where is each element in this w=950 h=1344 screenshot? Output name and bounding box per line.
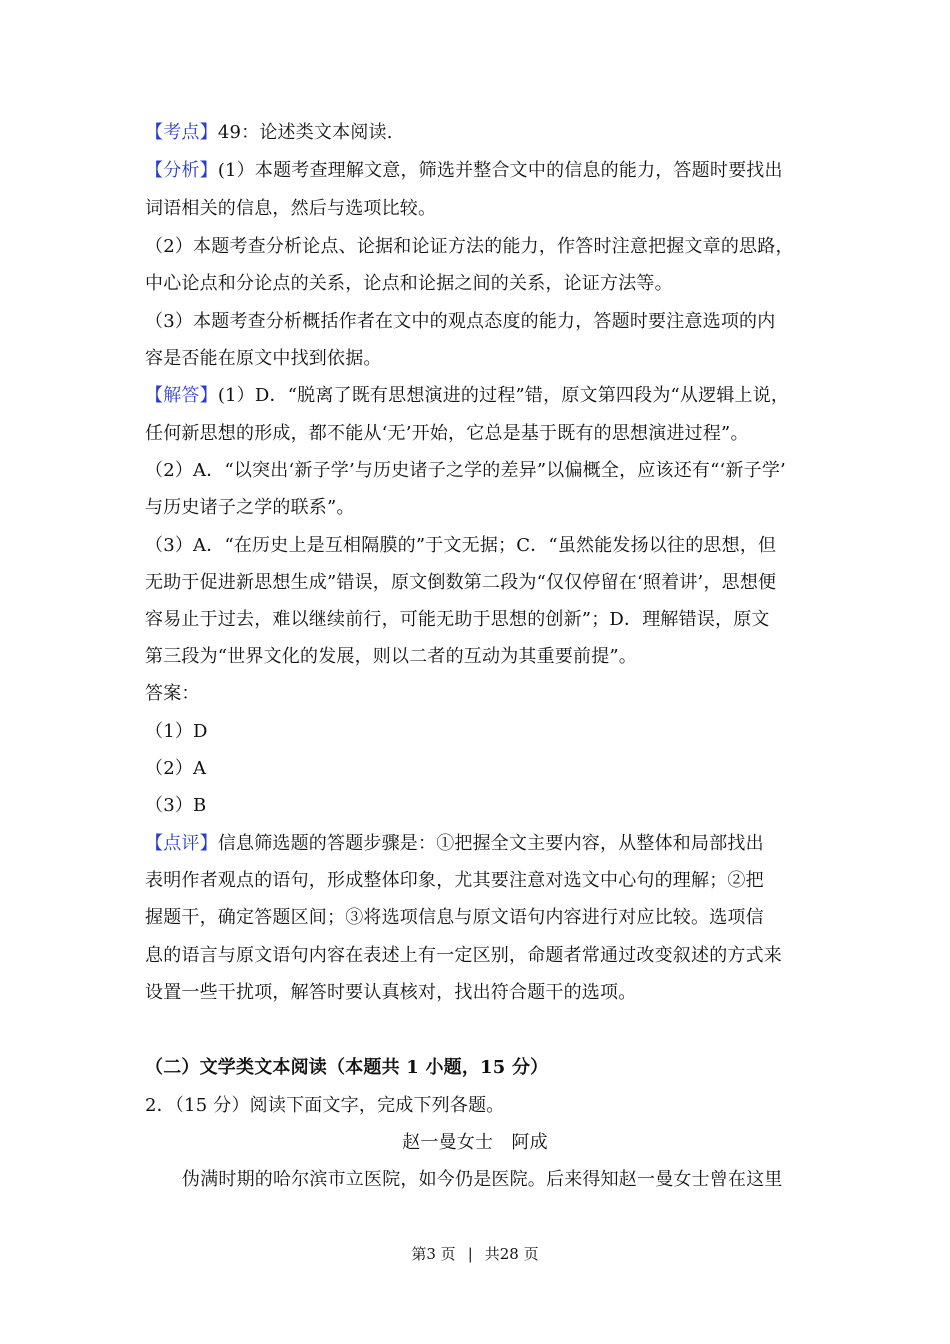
jieda-line-8: 第三段为“世界文化的发展，则以二者的互动为其重要前提”。 [145,646,638,667]
kaodian-text: 49：论述类文本阅读. [217,122,393,143]
fenxi-line-1 [145,159,783,183]
fenxi-tag: 【分析】 [145,160,218,181]
jieda-line-7: 容易止于过去，难以继续前行，可能无助于思想的创新”；D．理解错误，原文 [145,609,770,630]
jieda-line-4: 与历史诸子之学的联系”。 [145,497,355,518]
jieda-line-2: 任何新思想的形成，都不能从‘无’开始，它总是基于既有的思想演进过程”。 [145,423,749,444]
jieda-line-3: （2）A．“以突出‘新子学’与历史诸子之学的差异”以偏概全，应该还有“‘新子学’ [145,460,786,481]
page-number: 第3 页 [411,1245,456,1263]
dianping-line-4: 息的语言与原文语句内容在表述上有一定区别，命题者常通过改变叙述的方式来 [145,945,782,966]
fenxi-line-4: 中心论点和分论点的关系，论点和论据之间的关系，论证方法等。 [145,273,673,294]
fenxi-line-2: 词语相关的信息，然后与选项比较。 [145,198,437,219]
answer-1: （1）D [145,721,208,742]
jieda-line-6: 无助于促进新思想生成”错误，原文倒数第二段为“仅仅停留在‘照着讲’，思想便 [145,572,777,593]
kaodian-tag: 【考点】 [145,122,218,143]
jieda-text-1: (1）D．“脱离了既有思想演进的过程”错，原文第四段为“从逻辑上说， [217,385,790,406]
section-heading: （二）文学类文本阅读（本题共 1 小题，15 分） [145,1057,549,1078]
page-footer [0,1243,950,1264]
fenxi-line-3: （2）本题考查分析论点、论据和论证方法的能力，作答时注意把握文章的思路， [145,236,794,257]
article-title: 赵一曼女士 阿成 [402,1132,548,1153]
dianping-line-5: 设置一些干扰项，解答时要认真核对，找出符合题干的选项。 [145,982,637,1003]
fenxi-line-5: （3）本题考查分析概括作者在文中的观点态度的能力，答题时要注意选项的内 [145,311,776,332]
answer-label: 答案： [145,683,200,704]
fenxi-line-6: 容是否能在原文中找到依据。 [145,348,382,369]
jieda-tag: 【解答】 [145,385,218,406]
dianping-tag: 【点评】 [145,833,218,854]
jieda-line-1 [145,384,789,408]
question-line: 2．（15 分）阅读下面文字，完成下列各题。 [145,1095,505,1116]
kaodian-line [145,121,393,145]
fenxi-text-1: (1）本题考查理解文意，筛选并整合文中的信息的能力，答题时要找出 [217,160,783,181]
answer-2: （2）A [145,758,207,779]
article-paragraph: 伪满时期的哈尔滨市立医院，如今仍是医院。后来得知赵一曼女士曾在这里 [182,1169,783,1190]
dianping-text-1: 信息筛选题的答题步骤是：①把握全文主要内容，从整体和局部找出 [217,833,764,854]
page-total: 共28 页 [484,1245,539,1263]
jieda-line-5: （3）A．“在历史上是互相隔膜的”于文无据；C．“虽然能发扬以往的思想，但 [145,535,777,556]
dianping-line-2: 表明作者观点的语句，形成整体印象，尤其要注意对选文中心句的理解；②把 [145,870,764,891]
footer-separator: | [467,1245,473,1263]
dianping-line-3: 握题干，确定答题区间；③将选项信息与原文语句内容进行对应比较。选项信 [145,907,764,928]
dianping-line-1 [145,832,764,856]
answer-3: （3）B [145,795,207,816]
